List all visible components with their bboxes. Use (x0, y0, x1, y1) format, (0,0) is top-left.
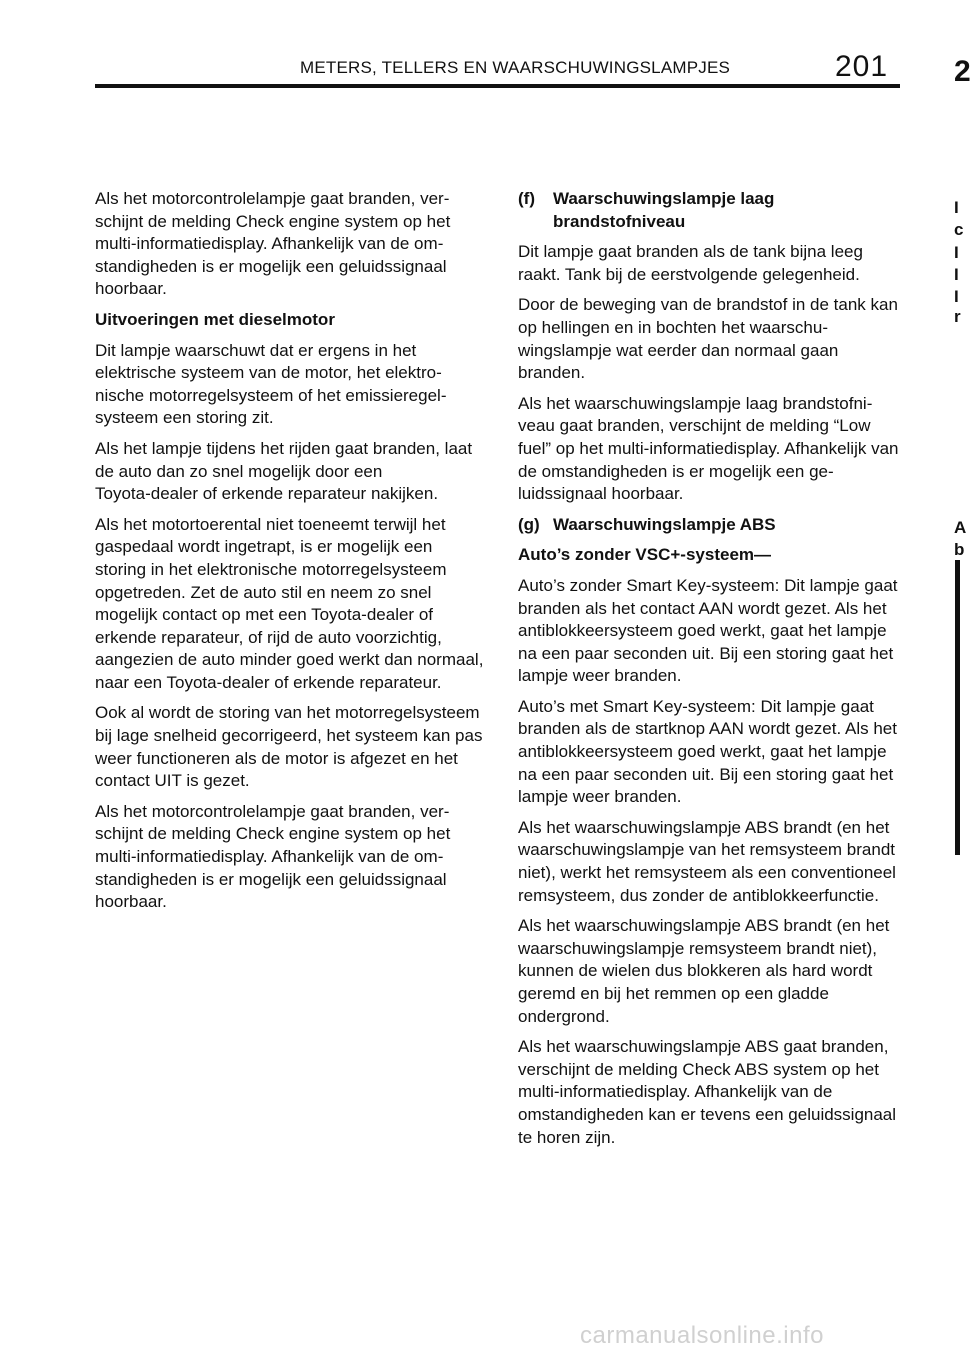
watermark-logo: carmanualsonline.info (580, 1322, 824, 1349)
section-title: Waarschuwingslampje ABS (553, 514, 776, 534)
section-label: (f) (518, 189, 535, 208)
paragraph: Als het waarschuwingslampje ABS gaat branden, verschijnt de melding Check ABS system op het multi‑informatiedisplay. Afhankelijk van de omstandigheden kan er tevens een geluidssignaal te horen zijn. (518, 1037, 897, 1147)
right-column (518, 188, 903, 1157)
header-rule (95, 84, 900, 88)
paragraph: Als het waarschuwingslampje ABS brandt (en het waarschuwingslampje van het remsysteem brandt niet), werkt het remsysteem als een conventioneel remsysteem, dus zonder de antiblokkeerfunctie. (518, 817, 896, 905)
section-label: (g) (518, 514, 540, 534)
paragraph: Als het motorcontrolelampje gaat branden, verschijnt de melding Check engine system op het multi‑informatiedisplay. Afhankelijk van de omstandigheden is er mogelijk een geluidssignaal hoorbaar. (95, 801, 451, 912)
paragraph: Door de beweging van de brandstof in de tank kan op hellingen en in bochten het waarschuwingslampje wat eerder dan normaal gaan branden. (518, 295, 898, 383)
edge-fragment: c (954, 220, 964, 239)
section-heading-f (518, 188, 903, 233)
edge-fragment: r (954, 307, 961, 326)
paragraph: Auto’s met Smart Key‑systeem: Dit lampje gaat branden als de startknop AAN wordt gezet. Als het antiblokkeersysteem goed werkt, gaat het lampje na een paar seconden uit. Bij een storing gaat het lampje weer branden. (518, 696, 897, 807)
edge-fragment: I (954, 265, 959, 284)
edge-fragment: I (954, 198, 959, 217)
edge-fragment: b (954, 540, 965, 559)
edge-fragment: 2 (954, 55, 971, 88)
paragraph: Als het waarschuwingslampje ABS brandt (en het waarschuwingslampje remsysteem brandt niet), kunnen de wielen dus blokkeren als hard wordt geremd en bij het remmen op een gladde ondergrond. (518, 916, 890, 1026)
page-number: 201 (835, 50, 889, 83)
left-column (95, 188, 485, 922)
paragraph: Als het waarschuwingslampje laag brandstofniveau gaat branden, verschijnt de melding “Low fuel” op het multi‑informatiedisplay. Afhankelijk van de omstandigheden is er mogelijk een geluidssignaal hoorbaar. (518, 393, 899, 504)
paragraph: Dit lampje gaat branden als de tank bijna leeg raakt. Tank bij de eerstvolgende gelegenheid. (518, 242, 863, 284)
paragraph: Als het motortoerental niet toeneemt terwijl het gaspedaal wordt ingetrapt, is er mogelijk een storing in het elektronische motorregelsysteem opgetreden. Zet de auto stil en neem zo snel mogelijk contact op met een Toyota‑dealer of erkende reparateur, of rijd de auto voorzichtig, aangezien de auto minder goed werkt dan normaal, naar een Toyota‑dealer of erkende reparateur. (95, 514, 484, 692)
paragraph: Dit lampje waarschuwt dat er ergens in het elektrische systeem van de motor, het elektronische motorregelsysteem of het emissieregelsysteem een storing zit. (95, 340, 447, 428)
paragraph: Ook al wordt de storing van het motorregelsysteem bij lage snelheid gecorrigeerd, het systeem kan pas weer functioneren als de motor is afgezet en het contact UIT is gezet. (95, 703, 483, 791)
edge-fragment: I (954, 243, 959, 262)
edge-fragment: A (954, 518, 967, 537)
page-edge-bar (955, 560, 960, 855)
edge-fragment: I (954, 287, 959, 306)
paragraph: Auto’s zonder Smart Key‑systeem: Dit lampje gaat branden als het contact AAN wordt gezet. Als het antiblokkeersysteem goed werkt, gaat het lampje na een paar seconden uit. Bij een storing gaat het lampje weer branden. (518, 575, 898, 686)
section-title: Waarschuwingslampje laag brandstofniveau (553, 189, 775, 231)
section-heading-g (518, 514, 903, 537)
header-title: METERS, TELLERS EN WAARSCHUWINGSLAMPJES (300, 58, 731, 77)
subheading-diesel: Uitvoeringen met dieselmotor (95, 309, 335, 329)
paragraph: Als het motorcontrolelampje gaat branden, verschijnt de melding Check engine system op het multi‑informatiedisplay. Afhankelijk van de omstandigheden is er mogelijk een geluidssignaal hoorbaar. (95, 189, 451, 299)
subheading-vsc: Auto’s zonder VSC+‑systeem— (518, 545, 772, 565)
paragraph: Als het lampje tijdens het rijden gaat branden, laat de auto dan zo snel mogelijk door een Toyota‑dealer of erkende reparateur nakijken. (95, 438, 473, 504)
